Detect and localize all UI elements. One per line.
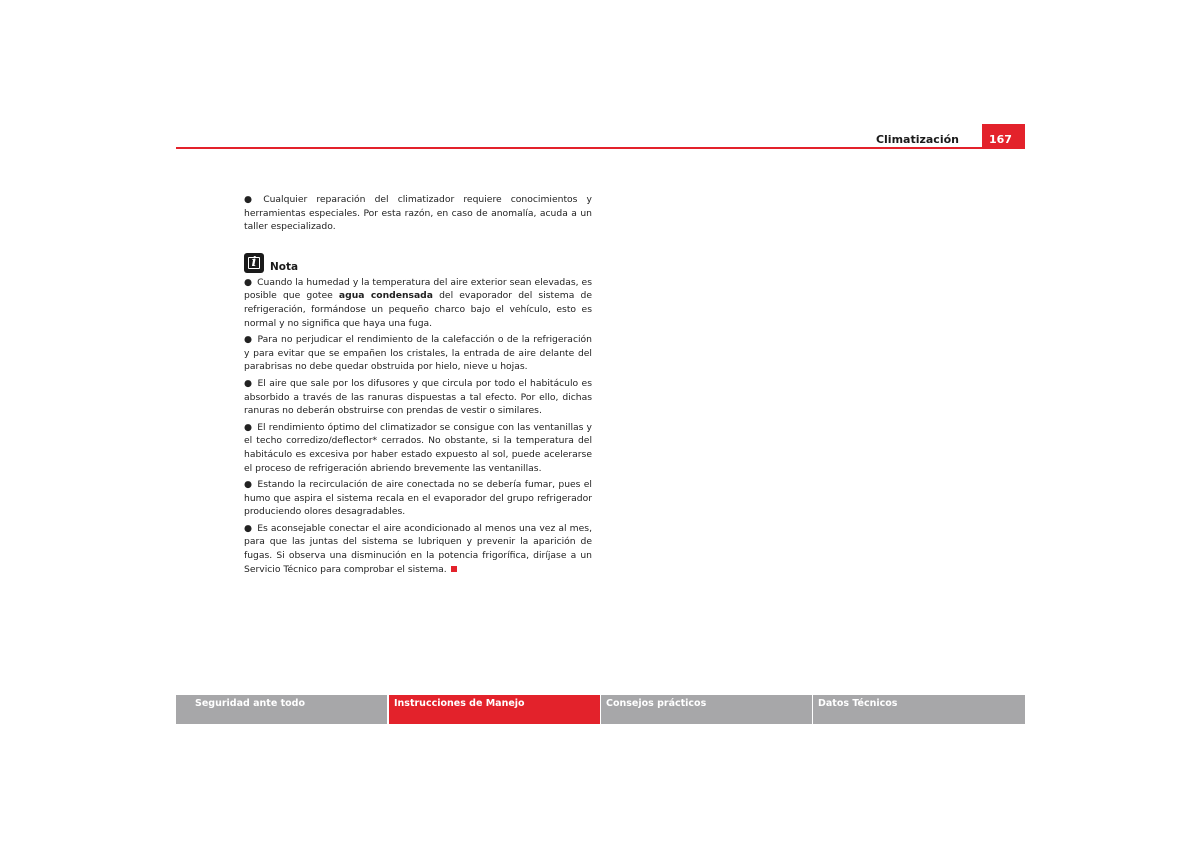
list-item [244, 193, 592, 234]
note-item [244, 522, 592, 576]
note-item-bold-text: agua condensada [338, 290, 433, 302]
note-header [244, 253, 592, 273]
bullet-icon: ● [244, 276, 253, 288]
note-item-text: Estando la recirculación de aire conectada no se debería fumar, pues el humo que aspira el sistema recala en el evaporador del grupo refrigerador produciendo olores desagradables. [244, 479, 592, 518]
bullet-icon: ● [244, 334, 253, 346]
footer-tab-label: Datos Técnicos [818, 698, 898, 709]
bullet-icon: ● [244, 479, 253, 491]
section-end-icon [451, 566, 457, 572]
page-number: 167 [982, 124, 1025, 149]
bullet-icon: ● [244, 522, 253, 534]
note-item-text: Es aconsejable conectar el aire acondicionado al menos una vez al mes, para que las juntas del sistema se lubriquen y prevenir la aparición de fugas. Si observa una disminución en la potencia frigorífica, diríjase a un Servicio Técnico para comprobar el sistema. [244, 522, 592, 575]
header-rule [176, 147, 1025, 149]
section-title: Climatización [875, 133, 959, 146]
note-title: Nota [270, 260, 299, 273]
list-item-text: Cualquier reparación del climatizador requiere conocimientos y herramientas especiales. Por esta razón, en caso de anomalía, acuda a un taller especializado. [244, 194, 592, 233]
note-item-text: del evaporador del sistema de refrigeración, formándose un pequeño charco bajo el vehículo, esto es normal y no significa que haya una fuga. [244, 290, 592, 329]
footer-tab-seguridad[interactable] [176, 695, 387, 724]
note-item [244, 276, 592, 330]
footer-tab-consejos[interactable] [601, 695, 812, 724]
bullet-icon: ● [244, 421, 253, 433]
note-item-text: Cuando la humedad y la temperatura del aire exterior sean elevadas, es posible que gotee [244, 276, 592, 302]
bullet-icon: ● [244, 194, 259, 205]
footer-tab-datos[interactable] [813, 695, 1025, 724]
note-item-text: Para no perjudicar el rendimiento de la calefacción o de la refrigeración y para evitar que se empañen los cristales, la entrada de aire delante del parabrisas no debe quedar obstruida por hielo, nieve u hojas. [244, 334, 592, 373]
footer-tab-label: Seguridad ante todo [195, 698, 305, 709]
note-item [244, 421, 592, 475]
note-item [244, 377, 592, 418]
footer-tab-label: Consejos prácticos [606, 698, 707, 709]
note-item [244, 333, 592, 374]
footer-tab-instrucciones[interactable] [389, 695, 600, 724]
note-item [244, 478, 592, 519]
bullet-icon: ● [244, 377, 253, 389]
footer-tab-label: Instrucciones de Manejo [394, 698, 525, 709]
content-column [244, 193, 592, 579]
footer-nav [176, 695, 1025, 724]
note-item-text: El rendimiento óptimo del climatizador se consigue con las ventanillas y el techo corredizo/deflector* cerrados. No obstante, si la temperatura del habitáculo es excesiva por haber estado expuesto al sol, puede acelerarse el proceso de refrigeración abriendo brevemente las ventanillas. [244, 421, 592, 474]
note-item-text: El aire que sale por los difusores y que circula por todo el habitáculo es absorbido a través de las ranuras dispuestas a tal efecto. Por ello, dichas ranuras no deberán obstruirse con prendas de vestir o similares. [244, 377, 592, 417]
info-icon [244, 253, 264, 273]
info-icon-glyph: i [251, 254, 257, 270]
